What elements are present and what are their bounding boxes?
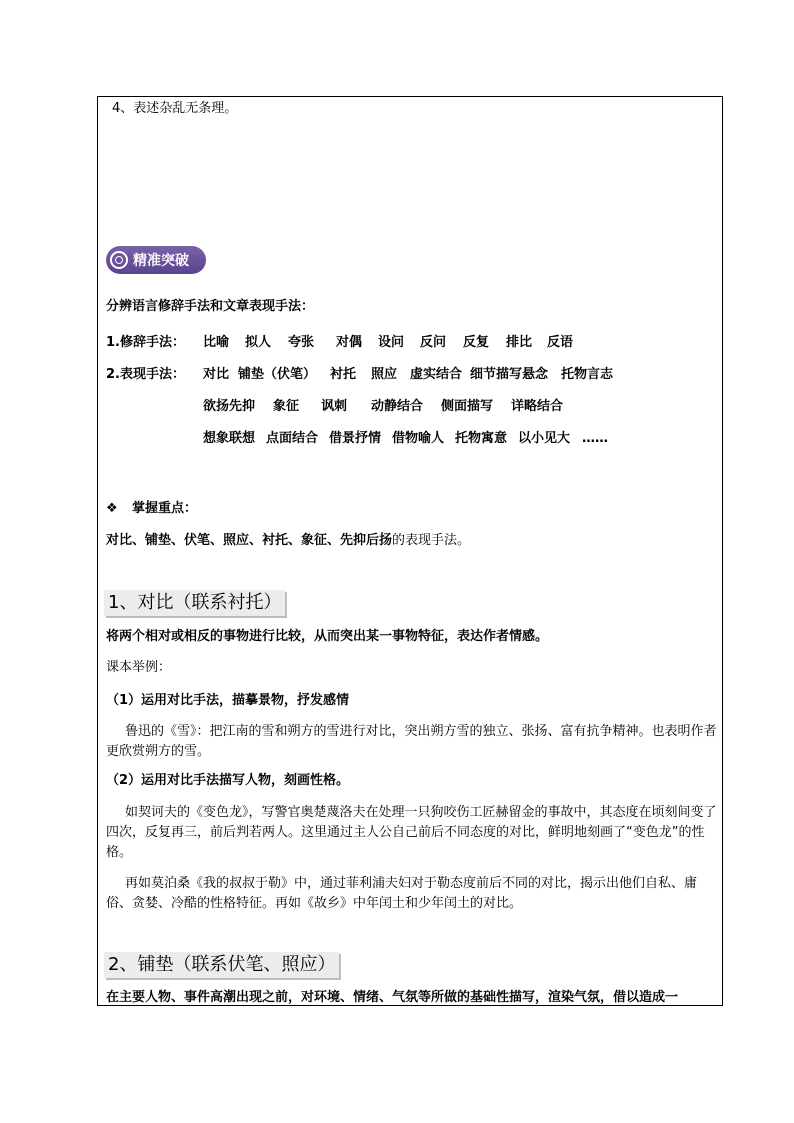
term: 衬托 — [330, 367, 357, 382]
term: 动静结合 — [371, 399, 424, 414]
term: 夸张 — [288, 335, 315, 350]
section-1-heading: 1、对比（联系衬托） — [104, 590, 285, 616]
term: 比喻 — [203, 335, 230, 350]
subheading-1: （1）运用对比手法，描摹景物，抒发感情 — [106, 693, 350, 708]
paragraph-3: 再如莫泊桑《我的叔叔于勒》中，通过菲利浦夫妇对于勒态度前后不同的对比，揭示出他们自私、庸俗、贪婪、冷酷的性格特征。再如《故乡》中年闰土和少年闰土的对比。 — [106, 876, 698, 911]
section-intro: 分辨语言修辞手法和文章表现手法： — [106, 299, 315, 314]
paragraph-2: 如契诃夫的《变色龙》，写警官奥楚蔑洛夫在处理一只狗咬伤工匠赫留金的事故中，其态度在顷刻间变了四次，反复再三，前后判若两人。这里通过主人公自己前后不同态度的对比，鲜明地刻画了“变色龙”的性格。 — [106, 805, 717, 860]
term: 想象联想 — [203, 431, 256, 446]
target-icon — [110, 251, 128, 269]
content-frame — [97, 96, 723, 1006]
term: 细节描写悬念 — [470, 367, 549, 382]
term: 拟人 — [245, 335, 272, 350]
term: 反问 — [420, 335, 447, 350]
rhetoric-label: 1.修辞手法： — [106, 335, 185, 350]
term: 以小见大 — [518, 431, 571, 446]
key-points-list: 对比、铺垫、伏笔、照应、衬托、象征、先抑后扬 — [106, 533, 393, 548]
term: 借物喻人 — [392, 431, 445, 446]
term: 详略结合 — [511, 399, 564, 414]
term: 欲扬先抑 — [203, 399, 256, 414]
example-label: 课本举例： — [106, 660, 172, 675]
term: 反复 — [463, 335, 490, 350]
term: 讽刺 — [321, 399, 348, 414]
section-badge — [106, 246, 206, 274]
term: 照应 — [371, 367, 398, 382]
term: 对偶 — [336, 335, 363, 350]
section-1-definition: 将两个相对或相反的事物进行比较，从而突出某一事物特征，表达作者情感。 — [106, 629, 549, 644]
expression-label: 2.表现手法： — [106, 367, 185, 382]
term: 对比 — [203, 367, 230, 382]
intro-item: 4、表述杂乱无条理。 — [112, 101, 238, 116]
term: 借景抒情 — [329, 431, 382, 446]
term: 托物言志 — [561, 367, 614, 382]
term: 排比 — [506, 335, 533, 350]
term: 托物寓意 — [455, 431, 508, 446]
paragraph-1: 鲁迅的《雪》：把江南的雪和朔方的雪进行对比，突出朔方雪的独立、张扬、富有抗争精神。也表明作者更欣赏朔方的雪。 — [106, 724, 717, 759]
term: 点面结合 — [266, 431, 319, 446]
term: 反语 — [547, 335, 574, 350]
section-2-definition: 在主要人物、事件高潮出现之前，对环境、情绪、气氛等所做的基础性描写，渲染气氛，借以造成一 — [106, 990, 679, 1005]
key-points-label: 掌握重点： — [132, 501, 198, 516]
section-2-heading: 2、铺垫（联系伏笔、照应） — [104, 952, 339, 978]
key-points-tail: 的表现手法。 — [392, 533, 471, 548]
term: …… — [582, 431, 608, 446]
key-points-bullet: ❖ — [106, 501, 118, 516]
term: 设问 — [378, 335, 405, 350]
term: 虚实结合 — [410, 367, 463, 382]
term: 象征 — [273, 399, 300, 414]
subheading-2: （2）运用对比手法描写人物，刻画性格。 — [106, 773, 350, 788]
term: 侧面描写 — [441, 399, 494, 414]
term: 铺垫（伏笔） — [238, 367, 317, 382]
badge-label: 精准突破 — [133, 253, 189, 269]
